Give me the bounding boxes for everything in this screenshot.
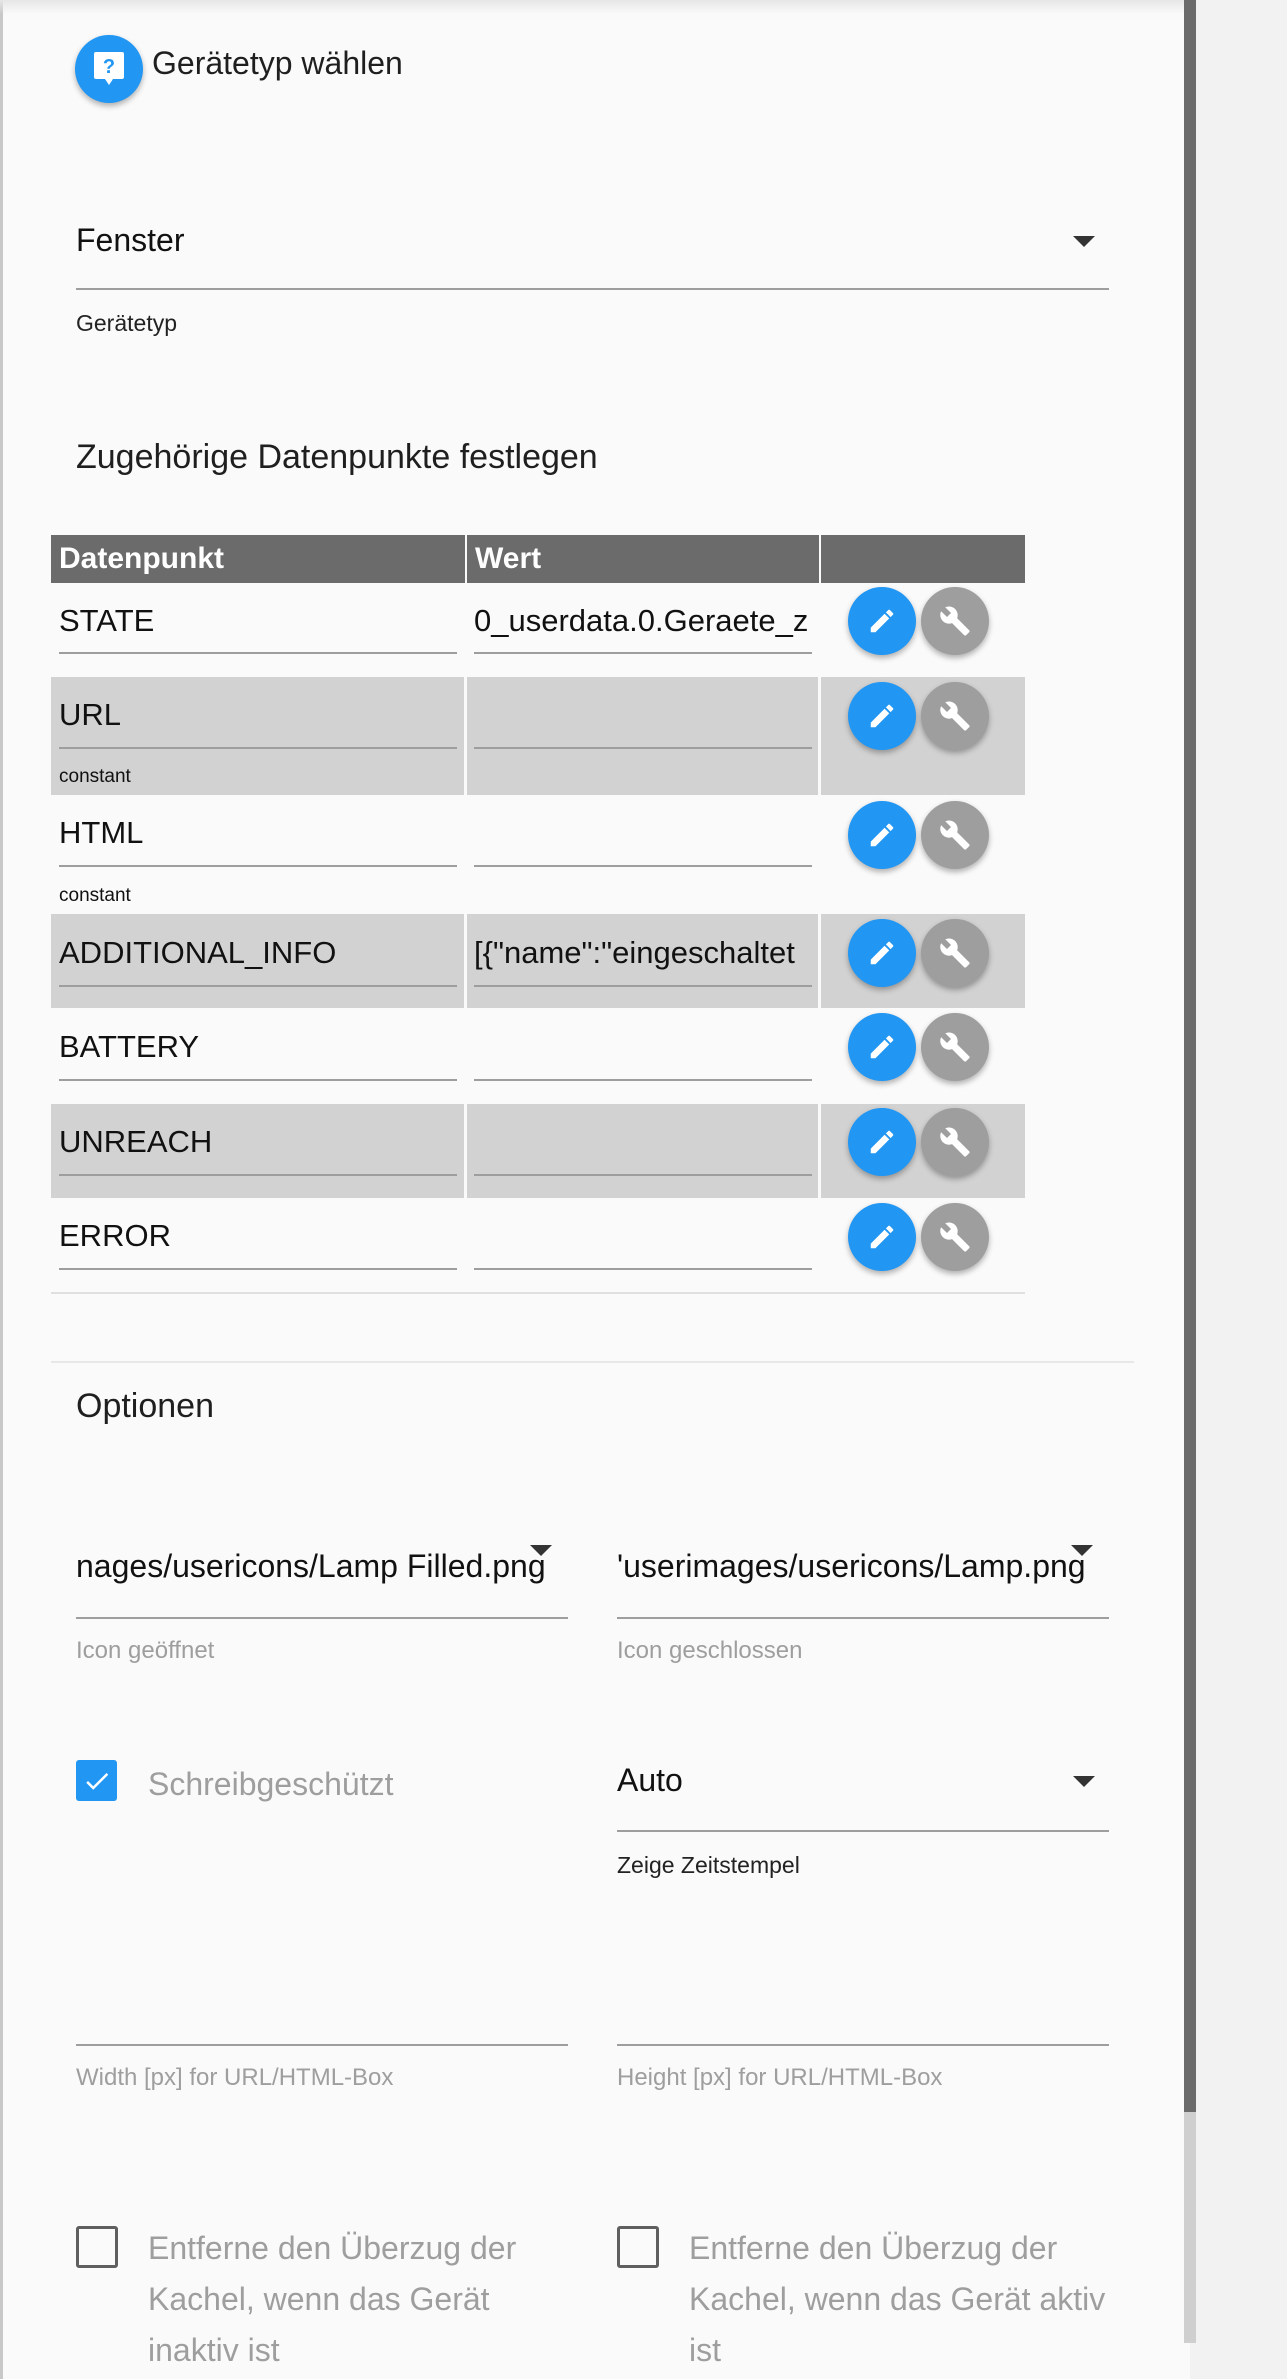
overlay-inactive-line: Entferne den Überzug der: [148, 2230, 517, 2266]
overlay-inactive-checkbox[interactable]: [76, 2226, 118, 2268]
left-border: [0, 0, 3, 2379]
icon-closed-label: Icon geschlossen: [617, 1637, 803, 1664]
overlay-active-line: Entferne den Überzug der: [689, 2230, 1058, 2266]
column-divider: [464, 1104, 467, 1198]
height-label: Height [px] for URL/HTML-Box: [617, 2064, 943, 2091]
settings-button[interactable]: [921, 919, 989, 987]
chevron-down-icon[interactable]: [530, 1545, 552, 1556]
table-bottom-border: [51, 1292, 1025, 1294]
device-type-label: Gerätetyp: [76, 310, 177, 336]
overlay-options-row: [0, 2200, 1184, 2368]
field-underline: [474, 1268, 812, 1270]
field-underline: [59, 1079, 457, 1081]
edit-button[interactable]: [848, 1013, 916, 1081]
overlay-active-checkbox[interactable]: [617, 2226, 659, 2268]
column-header-value: Wert: [467, 535, 819, 583]
constant-note: constant: [59, 885, 131, 906]
edit-button[interactable]: [848, 1203, 916, 1271]
column-divider: [464, 914, 467, 1008]
field-underline: [59, 652, 457, 654]
edit-button[interactable]: [848, 1108, 916, 1176]
pencil-icon: [867, 606, 897, 636]
wrench-icon: [939, 700, 971, 732]
checkmark-icon: [82, 1766, 112, 1796]
pencil-icon: [867, 938, 897, 968]
width-label: Width [px] for URL/HTML-Box: [76, 2064, 394, 2091]
column-divider: [464, 677, 467, 795]
icon-open-label: Icon geöffnet: [76, 1637, 215, 1664]
datapoint-name: STATE: [59, 603, 155, 638]
wrench-icon: [939, 1221, 971, 1253]
column-header-actions: [821, 535, 1025, 583]
field-underline: [59, 747, 457, 749]
overlay-inactive-line: Kachel, wenn das Gerät: [148, 2281, 490, 2317]
field-underline: [474, 865, 812, 867]
height-underline: [617, 2044, 1109, 2046]
options-title: Optionen: [76, 1387, 214, 1425]
field-underline: [59, 985, 457, 987]
overlay-active-label: [689, 2223, 1129, 2376]
field-underline: [474, 1174, 812, 1176]
help-icon[interactable]: [75, 35, 143, 103]
overlay-active-line: Kachel, wenn das Gerät aktiv: [689, 2281, 1106, 2317]
overlay-inactive-line: inaktiv ist: [148, 2332, 280, 2368]
device-type-select[interactable]: Fenster: [76, 222, 185, 258]
timestamp-underline: [617, 1830, 1109, 1832]
field-underline: [474, 747, 812, 749]
icon-open-underline: [76, 1617, 568, 1619]
wrench-icon: [939, 1126, 971, 1158]
field-underline: [59, 1268, 457, 1270]
page-title: Gerätetyp wählen: [152, 45, 403, 81]
pencil-icon: [867, 701, 897, 731]
wrench-icon: [939, 1031, 971, 1063]
edit-button[interactable]: [848, 919, 916, 987]
settings-button[interactable]: [921, 801, 989, 869]
settings-button[interactable]: [921, 587, 989, 655]
field-underline: [474, 1079, 812, 1081]
icon-open-select[interactable]: nages/usericons/Lamp Filled.png: [76, 1548, 546, 1584]
timestamp-select[interactable]: Auto: [617, 1762, 683, 1798]
settings-button[interactable]: [921, 1013, 989, 1081]
chevron-down-icon[interactable]: [1073, 1776, 1095, 1787]
icon-closed-select[interactable]: 'userimages/usericons/Lamp.png: [617, 1548, 1086, 1584]
datapoint-name: ADDITIONAL_INFO: [59, 935, 337, 970]
wrench-icon: [939, 819, 971, 851]
datapoints-title: Zugehörige Datenpunkte festlegen: [76, 438, 598, 476]
overlay-active-line: ist: [689, 2332, 721, 2368]
device-type-underline: [76, 288, 1109, 290]
overlay-inactive-label: [148, 2223, 588, 2376]
pencil-icon: [867, 1127, 897, 1157]
edit-button[interactable]: [848, 682, 916, 750]
datapoint-name: ERROR: [59, 1218, 171, 1253]
column-divider: [818, 914, 821, 1008]
column-header-datapoint: Datenpunkt: [51, 535, 465, 583]
wrench-icon: [939, 937, 971, 969]
chevron-down-icon[interactable]: [1071, 1545, 1093, 1556]
field-underline: [474, 652, 812, 654]
outer-background: [1190, 0, 1287, 2379]
datapoint-value-input[interactable]: 0_userdata.0.Geraete_z: [474, 603, 809, 638]
chevron-down-icon[interactable]: [1073, 236, 1095, 247]
field-underline: [474, 985, 812, 987]
top-shadow: [0, 0, 1190, 14]
datapoint-name: UNREACH: [59, 1124, 213, 1159]
edit-button[interactable]: [848, 801, 916, 869]
readonly-checkbox[interactable]: [76, 1760, 117, 1801]
help-bubble-icon: [93, 51, 125, 87]
pencil-icon: [867, 1222, 897, 1252]
readonly-label: Schreibgeschützt: [148, 1766, 394, 1802]
settings-button[interactable]: [921, 1203, 989, 1271]
datapoint-value-input[interactable]: [{"name":"eingeschaltet: [474, 935, 795, 970]
width-underline: [76, 2044, 568, 2046]
pencil-icon: [867, 1032, 897, 1062]
column-divider: [818, 677, 821, 795]
datapoint-name: HTML: [59, 815, 144, 850]
datapoint-name: BATTERY: [59, 1029, 200, 1064]
wrench-icon: [939, 605, 971, 637]
constant-note: constant: [59, 766, 131, 787]
pencil-icon: [867, 820, 897, 850]
icon-closed-underline: [617, 1617, 1109, 1619]
column-divider: [818, 1104, 821, 1198]
svg-text:?: ?: [102, 56, 116, 78]
edit-button[interactable]: [848, 587, 916, 655]
datapoint-name: URL: [59, 697, 122, 732]
settings-button[interactable]: [921, 1108, 989, 1176]
scrollbar-thumb[interactable]: [1184, 0, 1196, 2112]
section-divider: [51, 1361, 1134, 1363]
field-underline: [59, 865, 457, 867]
field-underline: [59, 1174, 457, 1176]
settings-button[interactable]: [921, 682, 989, 750]
timestamp-label: Zeige Zeitstempel: [617, 1852, 800, 1878]
